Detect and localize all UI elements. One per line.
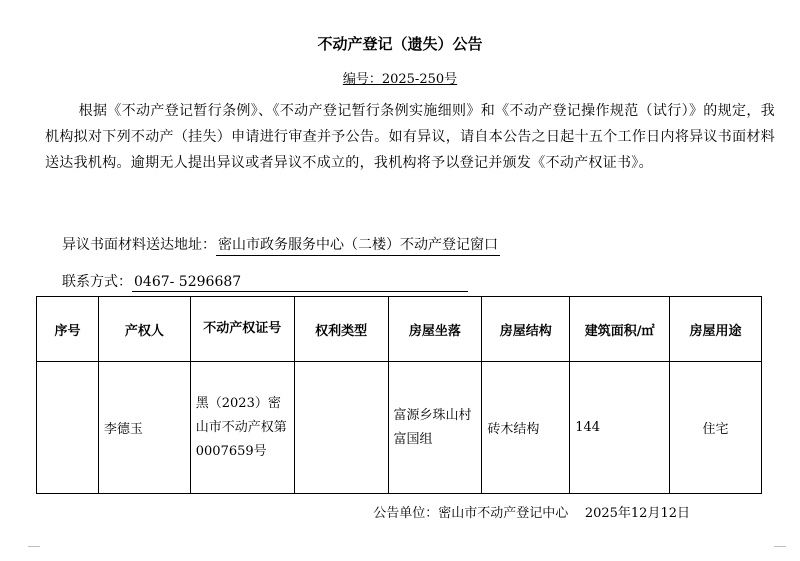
- cell-owner: 李德玉: [98, 362, 190, 494]
- objection-address-line: [62, 234, 500, 256]
- objection-address-value: 密山市政务服务中心（二楼）不动产登记窗口: [216, 234, 500, 256]
- page-corner-mark-left: [28, 546, 40, 555]
- notice-footer: [373, 502, 690, 521]
- cell-index: [37, 362, 99, 494]
- header-location: 房屋坐落: [388, 297, 482, 362]
- header-usage: 房屋用途: [670, 297, 762, 362]
- notice-body: 根据《不动产登记暂行条例》、《不动产登记暂行条例实施细则》和《不动产登记操作规范（试行）》的规定，我机构拟对下列不动产（挂失）申请进行审查并予公告。如有异议，请自本公告之日起十五个工作日内将异议书面材料送达我机构。逾期无人提出异议或者异议不成立的，我机构将予以登记并颁发《不动产权证书》。: [45, 103, 775, 171]
- cell-usage: 住宅: [670, 362, 762, 494]
- document-number: [0, 68, 800, 87]
- table-row: [37, 362, 762, 494]
- issue-date: 2025年12月12日: [584, 506, 690, 521]
- header-index: 序号: [37, 297, 99, 362]
- cell-area: 144: [570, 362, 670, 494]
- header-area: 建筑面积/㎡: [570, 297, 670, 362]
- issuing-unit: 公告单位：密山市不动产登记中心: [373, 506, 569, 521]
- header-cert-no: 不动产权证号: [190, 297, 294, 362]
- cell-location: 富源乡珠山村富国组: [388, 362, 482, 494]
- objection-address-label: 异议书面材料送达地址：: [62, 237, 216, 253]
- contact-line: [62, 271, 468, 292]
- header-owner: 产权人: [98, 297, 190, 362]
- cell-cert-no: 黑（2023）密山市不动产权第0007659号: [190, 362, 294, 494]
- table-header-row: [37, 297, 762, 362]
- document-number-text: 编号：2025-250号: [342, 72, 458, 87]
- contact-label: 联系方式：: [62, 274, 132, 290]
- page-corner-mark-right: [774, 546, 786, 555]
- contact-value: 0467- 5296687: [132, 274, 468, 292]
- cell-structure: 砖木结构: [482, 362, 570, 494]
- notice-title: 不动产登记（遗失）公告: [317, 35, 483, 53]
- header-right-type: 权利类型: [294, 297, 388, 362]
- cell-right-type: [294, 362, 388, 494]
- property-table: [36, 296, 762, 494]
- header-structure: 房屋结构: [482, 297, 570, 362]
